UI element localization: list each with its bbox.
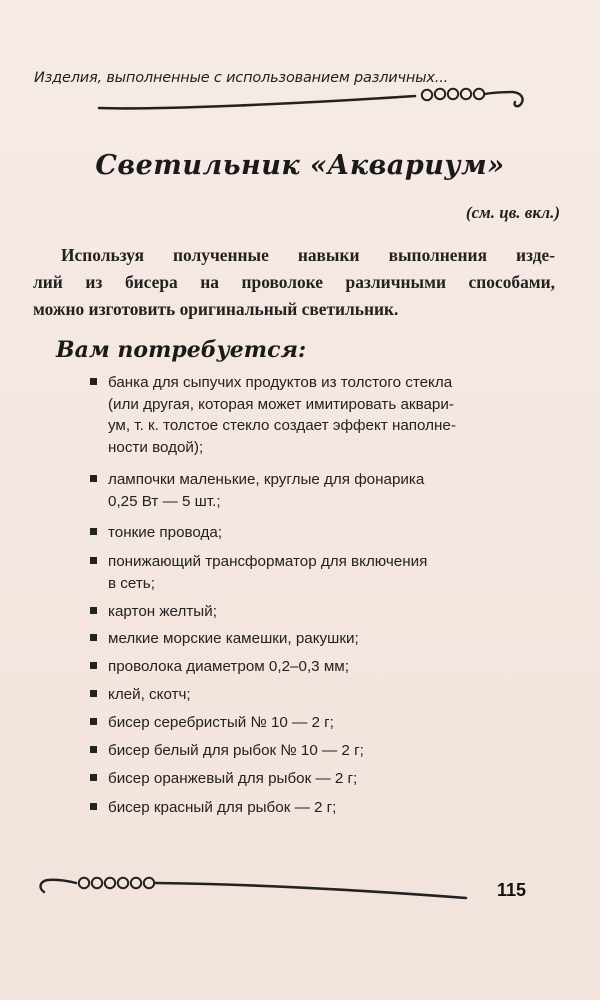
list-item [90, 712, 490, 734]
bullet-icon [90, 662, 97, 669]
intro-line: Используя полученные навыки выполнения изде- [61, 245, 555, 265]
bullet-icon [90, 718, 97, 725]
header-ornament-icon [95, 82, 535, 122]
list-item [90, 768, 490, 790]
bullet-icon [90, 557, 97, 564]
list-item [90, 740, 490, 762]
bullet-icon [90, 774, 97, 781]
list-item-text: мелкие морские камешки, ракушки; [108, 630, 359, 647]
list-item-text: понижающий трансформатор для включения в сеть; [108, 553, 428, 592]
color-insert-reference: (см. цв. вкл.) [465, 203, 560, 222]
bullet-icon [90, 475, 97, 482]
intro-line: можно изготовить оригинальный светильник. [33, 299, 399, 319]
list-item-text: тонкие провода; [108, 524, 223, 541]
list-item-text: бисер серебристый № 10 — 2 г; [108, 714, 334, 731]
list-item [90, 628, 490, 650]
running-header: Изделия, выполненные с использованием различных... [34, 70, 449, 86]
bullet-icon [90, 746, 97, 753]
list-item-text: картон желтый; [108, 603, 217, 620]
list-item [90, 522, 490, 544]
intro-line: лий из бисера на проволоке различными способами, [33, 272, 555, 292]
bullet-icon [90, 607, 97, 614]
list-item [90, 656, 490, 678]
materials-heading: Вам потребуется: [56, 337, 307, 363]
article-title: Светильник «Аквариум» [95, 150, 505, 181]
list-item-text: лампочки маленькие, круглые для фонарика 0,25 Вт — 5 шт.; [108, 471, 425, 510]
list-item [90, 551, 490, 594]
list-item [90, 797, 490, 819]
intro-paragraph [33, 242, 555, 323]
list-item [90, 372, 490, 458]
bullet-icon [90, 803, 97, 810]
list-item-text: бисер оранжевый для рыбок — 2 г; [108, 770, 358, 787]
list-item-text: бисер белый для рыбок № 10 — 2 г; [108, 742, 364, 759]
bullet-icon [90, 690, 97, 697]
footer-ornament-icon [30, 868, 470, 908]
list-item-text: бисер красный для рыбок — 2 г; [108, 799, 337, 816]
list-item-text: клей, скотч; [108, 686, 191, 703]
list-item [90, 601, 490, 623]
list-item-text: проволока диаметром 0,2–0,3 мм; [108, 658, 349, 675]
page-number: 115 [497, 880, 527, 900]
list-item [90, 469, 490, 512]
list-item [90, 684, 490, 706]
list-item-text: банка для сыпучих продуктов из толстого стекла (или другая, которая может имитировать аквари- ум, т. к. толстое стекло создает эффект наполне- ности водой); [108, 374, 456, 456]
bullet-icon [90, 528, 97, 535]
bullet-icon [90, 378, 97, 385]
bullet-icon [90, 634, 97, 641]
